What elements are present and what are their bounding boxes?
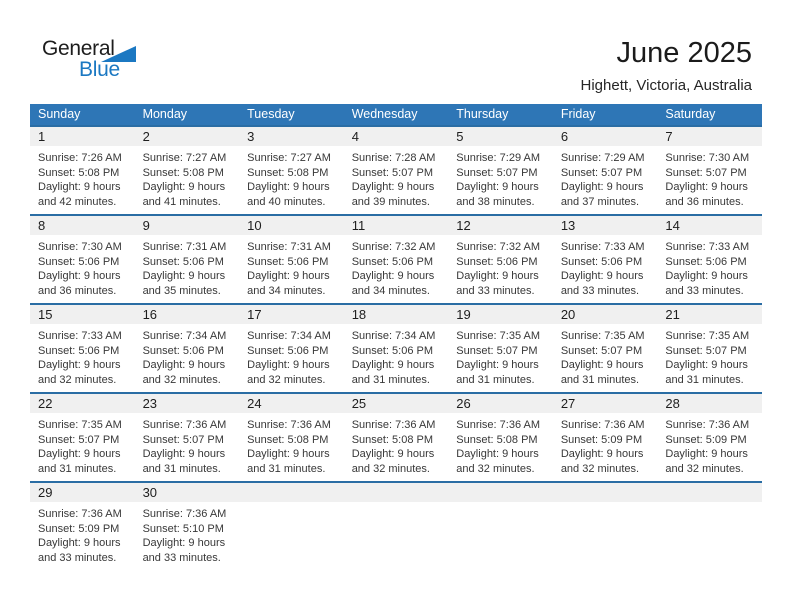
day-number: 11 [344,216,449,235]
weekday-header: Tuesday [239,104,344,126]
empty-cell [239,482,344,570]
sunrise-text: Sunrise: 7:35 AM [665,330,750,342]
daylight-text: Daylight: 9 hours and 32 minutes. [560,448,644,475]
logo-text-general: General [42,37,115,60]
sunset-text: Sunset: 5:07 PM [351,166,434,179]
day-cell [553,126,658,215]
daylight-text: Daylight: 9 hours and 34 minutes. [247,270,330,297]
sunrise-text: Sunrise: 7:36 AM [142,508,227,520]
sunrise-text: Sunrise: 7:36 AM [351,419,436,431]
empty-cell [553,482,658,570]
daylight-text: Daylight: 9 hours and 32 minutes. [351,448,435,475]
day-number: 18 [344,305,449,324]
daylight-text: Daylight: 9 hours and 31 minutes. [142,448,226,475]
day-details [448,324,553,387]
day-number: 29 [30,483,135,502]
day-details [239,235,344,298]
sunrise-text: Sunrise: 7:27 AM [142,152,227,164]
day-cell [239,304,344,393]
day-cell [448,393,553,482]
day-number: 25 [344,394,449,413]
daylight-text: Daylight: 9 hours and 31 minutes. [665,359,748,386]
day-number: 10 [239,216,344,235]
sunset-text: Sunset: 5:06 PM [142,344,224,357]
day-number: 15 [30,305,135,324]
day-number: 21 [657,305,762,324]
day-details [657,146,762,209]
daylight-text: Daylight: 9 hours and 40 minutes. [247,181,330,208]
day-number: 28 [657,394,762,413]
day-number [448,483,553,502]
day-cell [30,482,135,570]
day-cell [657,304,762,393]
day-details [239,413,344,476]
sunset-text: Sunset: 5:07 PM [665,344,747,357]
sunrise-text: Sunrise: 7:30 AM [38,241,122,253]
sunrise-text: Sunrise: 7:36 AM [38,508,122,520]
daylight-text: Daylight: 9 hours and 31 minutes. [560,359,644,386]
day-number: 16 [135,305,240,324]
day-details [448,146,553,209]
calendar-body [30,126,762,570]
weekday-header-row [30,104,762,126]
day-cell [135,126,240,215]
sunset-text: Sunset: 5:06 PM [38,255,120,268]
sunset-text: Sunset: 5:06 PM [351,344,434,357]
day-cell [135,215,240,304]
sunset-text: Sunset: 5:09 PM [665,433,747,446]
empty-cell [344,482,449,570]
week-row [30,304,762,393]
month-title: June 2025 [616,37,752,69]
day-cell [344,215,449,304]
daylight-text: Daylight: 9 hours and 33 minutes. [38,537,121,564]
daylight-text: Daylight: 9 hours and 33 minutes. [560,270,644,297]
day-number: 1 [30,127,135,146]
day-number [657,483,762,502]
day-number [553,483,658,502]
day-cell [135,393,240,482]
daylight-text: Daylight: 9 hours and 32 minutes. [665,448,748,475]
day-cell [30,393,135,482]
sunset-text: Sunset: 5:08 PM [142,166,224,179]
day-cell [344,393,449,482]
weekday-header: Wednesday [344,104,449,126]
day-cell [448,126,553,215]
daylight-text: Daylight: 9 hours and 34 minutes. [351,270,435,297]
sunrise-text: Sunrise: 7:29 AM [560,152,645,164]
daylight-text: Daylight: 9 hours and 31 minutes. [456,359,539,386]
daylight-text: Daylight: 9 hours and 32 minutes. [456,448,539,475]
weekday-header: Thursday [448,104,553,126]
sunrise-text: Sunrise: 7:32 AM [351,241,436,253]
sunset-text: Sunset: 5:06 PM [142,255,224,268]
sunrise-text: Sunrise: 7:28 AM [351,152,436,164]
day-number: 4 [344,127,449,146]
daylight-text: Daylight: 9 hours and 32 minutes. [247,359,330,386]
sunset-text: Sunset: 5:08 PM [351,433,434,446]
sunrise-text: Sunrise: 7:34 AM [351,330,436,342]
day-cell [135,482,240,570]
sunrise-text: Sunrise: 7:31 AM [247,241,331,253]
sunrise-text: Sunrise: 7:36 AM [665,419,750,431]
day-details [657,413,762,476]
day-number: 13 [553,216,658,235]
day-number: 14 [657,216,762,235]
day-cell [553,215,658,304]
sunset-text: Sunset: 5:10 PM [142,522,224,535]
sunrise-text: Sunrise: 7:32 AM [456,241,541,253]
day-cell [30,126,135,215]
week-row [30,482,762,570]
day-number: 19 [448,305,553,324]
day-cell [657,126,762,215]
sunset-text: Sunset: 5:07 PM [142,433,224,446]
sunrise-text: Sunrise: 7:36 AM [247,419,331,431]
day-number: 17 [239,305,344,324]
sunrise-text: Sunrise: 7:36 AM [456,419,541,431]
daylight-text: Daylight: 9 hours and 36 minutes. [665,181,748,208]
sunset-text: Sunset: 5:08 PM [247,166,329,179]
sunset-text: Sunset: 5:07 PM [38,433,120,446]
day-number [344,483,449,502]
day-details [553,413,658,476]
day-number: 9 [135,216,240,235]
day-cell [239,215,344,304]
day-details [135,413,240,476]
day-number: 8 [30,216,135,235]
sunrise-text: Sunrise: 7:31 AM [142,241,227,253]
sunset-text: Sunset: 5:06 PM [560,255,643,268]
sunrise-text: Sunrise: 7:35 AM [560,330,645,342]
sunrise-text: Sunrise: 7:35 AM [38,419,122,431]
sunset-text: Sunset: 5:08 PM [247,433,329,446]
day-details [657,324,762,387]
weekday-header: Sunday [30,104,135,126]
day-number: 24 [239,394,344,413]
week-row [30,393,762,482]
day-details [239,146,344,209]
daylight-text: Daylight: 9 hours and 32 minutes. [142,359,226,386]
day-cell [30,215,135,304]
daylight-text: Daylight: 9 hours and 42 minutes. [38,181,121,208]
sunrise-text: Sunrise: 7:36 AM [142,419,227,431]
weekday-header: Monday [135,104,240,126]
sunset-text: Sunset: 5:09 PM [38,522,120,535]
sunrise-text: Sunrise: 7:33 AM [560,241,645,253]
day-number: 22 [30,394,135,413]
weekday-header: Saturday [657,104,762,126]
sunset-text: Sunset: 5:09 PM [560,433,643,446]
day-number: 23 [135,394,240,413]
sunrise-text: Sunrise: 7:35 AM [456,330,541,342]
day-cell [448,304,553,393]
day-cell [30,304,135,393]
day-number: 7 [657,127,762,146]
sunrise-text: Sunrise: 7:26 AM [38,152,122,164]
daylight-text: Daylight: 9 hours and 31 minutes. [351,359,435,386]
day-details [553,235,658,298]
daylight-text: Daylight: 9 hours and 33 minutes. [665,270,748,297]
sunset-text: Sunset: 5:06 PM [38,344,120,357]
day-number: 2 [135,127,240,146]
day-details [239,324,344,387]
day-number: 5 [448,127,553,146]
sunrise-text: Sunrise: 7:29 AM [456,152,541,164]
sunrise-text: Sunrise: 7:33 AM [38,330,122,342]
daylight-text: Daylight: 9 hours and 31 minutes. [38,448,121,475]
day-cell [657,215,762,304]
sunset-text: Sunset: 5:07 PM [456,166,538,179]
daylight-text: Daylight: 9 hours and 35 minutes. [142,270,226,297]
sunrise-text: Sunrise: 7:34 AM [142,330,227,342]
day-cell [135,304,240,393]
sunset-text: Sunset: 5:07 PM [665,166,747,179]
day-cell [553,304,658,393]
sunset-text: Sunset: 5:06 PM [456,255,538,268]
day-number: 20 [553,305,658,324]
day-cell [344,126,449,215]
day-cell [553,393,658,482]
sunrise-text: Sunrise: 7:27 AM [247,152,331,164]
sunset-text: Sunset: 5:07 PM [456,344,538,357]
daylight-text: Daylight: 9 hours and 32 minutes. [38,359,121,386]
day-cell [448,215,553,304]
day-number: 3 [239,127,344,146]
logo-text-blue: Blue [79,58,120,81]
day-cell [239,126,344,215]
sunset-text: Sunset: 5:06 PM [665,255,747,268]
sunrise-text: Sunrise: 7:33 AM [665,241,750,253]
general-blue-logo [42,37,162,85]
sunset-text: Sunset: 5:06 PM [247,344,329,357]
empty-cell [657,482,762,570]
daylight-text: Daylight: 9 hours and 36 minutes. [38,270,121,297]
daylight-text: Daylight: 9 hours and 41 minutes. [142,181,226,208]
sunset-text: Sunset: 5:08 PM [38,166,120,179]
day-cell [657,393,762,482]
daylight-text: Daylight: 9 hours and 39 minutes. [351,181,435,208]
day-details [30,324,135,387]
day-details [657,235,762,298]
day-details [30,413,135,476]
day-number: 12 [448,216,553,235]
location-subtitle: Highett, Victoria, Australia [580,76,752,94]
sunrise-text: Sunrise: 7:36 AM [560,419,645,431]
day-details [135,324,240,387]
day-details [344,146,449,209]
sunset-text: Sunset: 5:06 PM [351,255,434,268]
week-row [30,126,762,215]
daylight-text: Daylight: 9 hours and 38 minutes. [456,181,539,208]
day-number: 6 [553,127,658,146]
daylight-text: Daylight: 9 hours and 37 minutes. [560,181,644,208]
day-details [448,235,553,298]
sunset-text: Sunset: 5:06 PM [247,255,329,268]
day-number [239,483,344,502]
day-details [135,502,240,565]
sunset-text: Sunset: 5:07 PM [560,344,643,357]
day-details [553,146,658,209]
week-row [30,215,762,304]
day-details [344,324,449,387]
daylight-text: Daylight: 9 hours and 31 minutes. [247,448,330,475]
day-details [344,235,449,298]
day-cell [239,393,344,482]
day-details [30,502,135,565]
day-number: 30 [135,483,240,502]
day-number: 26 [448,394,553,413]
daylight-text: Daylight: 9 hours and 33 minutes. [142,537,226,564]
sunrise-text: Sunrise: 7:34 AM [247,330,331,342]
day-details [135,235,240,298]
day-details [553,324,658,387]
day-details [135,146,240,209]
day-number: 27 [553,394,658,413]
day-details [30,146,135,209]
title-block [581,38,752,94]
day-details [448,413,553,476]
empty-cell [448,482,553,570]
weekday-header: Friday [553,104,658,126]
sunrise-text: Sunrise: 7:30 AM [665,152,750,164]
day-details [344,413,449,476]
day-cell [344,304,449,393]
sunset-text: Sunset: 5:07 PM [560,166,643,179]
sunset-text: Sunset: 5:08 PM [456,433,538,446]
day-details [30,235,135,298]
daylight-text: Daylight: 9 hours and 33 minutes. [456,270,539,297]
calendar-table [30,104,762,570]
